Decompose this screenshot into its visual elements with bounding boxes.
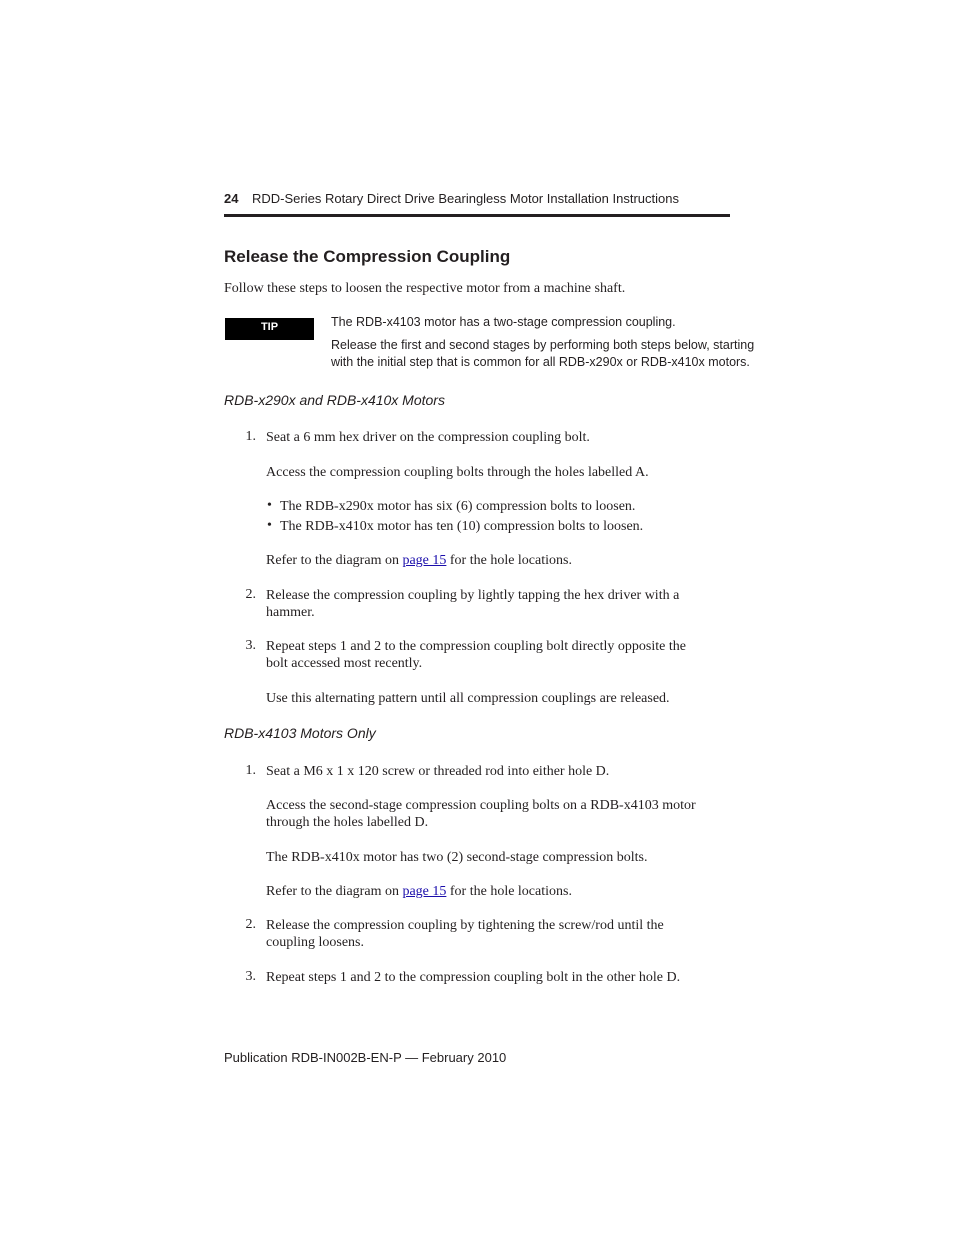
bullet-marker: • (267, 498, 272, 513)
refer-text: Refer to the diagram on (266, 553, 399, 568)
step-number: 3. (245, 969, 256, 984)
page-15-link[interactable]: page 15 (402, 884, 447, 899)
step-detail: Access the second-stage compression coupling bolts on a RDB-x4103 motor (266, 798, 696, 813)
refer-text: Refer to the diagram on (266, 884, 399, 899)
step-detail: through the holes labelled D. (266, 815, 429, 830)
header-rule (224, 214, 730, 217)
step-text: Release the compression coupling by lightly tapping the hex driver with a (266, 588, 680, 603)
step-detail: The RDB-x410x motor has two (2) second-stage compression bolts. (266, 850, 648, 865)
tip-line-2b: with the initial step that is common for all RDB-x290x or RDB-x410x motors. (331, 355, 750, 369)
step-number: 3. (245, 638, 256, 653)
refer-line (266, 883, 572, 900)
step-text: coupling loosens. (266, 935, 364, 950)
subsection-heading-1: RDB-x290x and RDB-x410x Motors (224, 392, 445, 408)
page-number: 24 (224, 191, 239, 206)
subsection-heading-2: RDB-x4103 Motors Only (224, 725, 376, 741)
tip-badge: TIP (225, 318, 314, 340)
publication-footer: Publication RDB-IN002B-EN-P — February 2010 (224, 1050, 507, 1065)
step-detail: Access the compression coupling bolts through the holes labelled A. (266, 465, 649, 480)
bullet-item: The RDB-x410x motor has ten (10) compression bolts to loosen. (280, 519, 644, 534)
step-number: 2. (245, 917, 256, 932)
step-number: 1. (245, 429, 256, 444)
section-intro: Follow these steps to loosen the respective motor from a machine shaft. (224, 281, 626, 296)
section-title: Release the Compression Coupling (224, 247, 511, 266)
page-15-link[interactable]: page 15 (402, 553, 447, 568)
step-detail: Use this alternating pattern until all compression couplings are released. (266, 691, 670, 706)
tip-line-1: The RDB-x4103 motor has a two-stage compression coupling. (331, 315, 676, 329)
step-number: 2. (245, 587, 256, 602)
tip-line-2a: Release the first and second stages by performing both steps below, starting (331, 338, 755, 352)
bullet-marker: • (267, 518, 272, 533)
step-number: 1. (245, 763, 256, 778)
refer-text: for the hole locations. (449, 884, 572, 899)
bullet-item: The RDB-x290x motor has six (6) compression bolts to loosen. (280, 499, 636, 514)
step-text: hammer. (266, 605, 315, 620)
refer-text: for the hole locations. (449, 553, 572, 568)
running-header-title: RDD-Series Rotary Direct Drive Bearingless Motor Installation Instructions (252, 191, 679, 206)
step-text: Seat a 6 mm hex driver on the compression coupling bolt. (266, 430, 590, 445)
step-text: bolt accessed most recently. (266, 656, 423, 671)
refer-line (266, 552, 572, 569)
step-text: Repeat steps 1 and 2 to the compression coupling bolt directly opposite the (266, 639, 686, 654)
step-text: Repeat steps 1 and 2 to the compression coupling bolt in the other hole D. (266, 970, 681, 985)
step-text: Seat a M6 x 1 x 120 screw or threaded rod into either hole D. (266, 764, 610, 779)
step-text: Release the compression coupling by tightening the screw/rod until the (266, 918, 664, 933)
